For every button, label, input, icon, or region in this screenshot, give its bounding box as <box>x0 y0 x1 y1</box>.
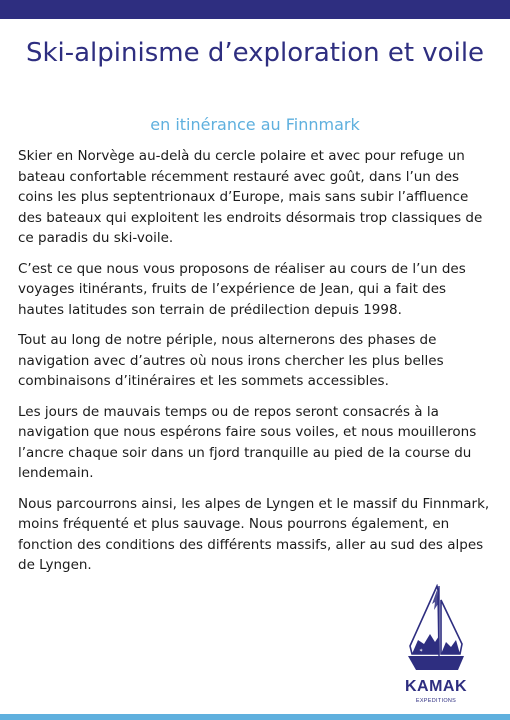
logo-tagline: EXPEDITIONS <box>415 698 457 704</box>
paragraph-3: Tout au long de notre périple, nous alternerons des phases de navigation avec d’autres où nous irons chercher les plus belles combinaisons d’itinéraires et les sommets accessibles. <box>18 332 444 389</box>
svg-text:✶: ✶ <box>419 648 424 654</box>
paragraph-5: Nous parcourrons ainsi, les alpes de Lyngen et le massif du Finnmark, moins fréquenté et plus sauvage. Nous pourrons également, en fonction des conditions des différents massifs, aller au sud des alpes de Lyngen. <box>18 495 490 573</box>
page-subtitle: en itinérance au Finnmark <box>150 115 360 134</box>
logo-brand-name: KAMAK <box>404 678 468 695</box>
body-text <box>18 146 494 586</box>
top-header-bar <box>0 0 510 19</box>
sailboat-mountain-icon <box>404 584 468 676</box>
page-title: Ski-alpinisme d’exploration et voile <box>25 38 485 68</box>
paragraph-4: Les jours de mauvais temps ou de repos seront consacrés à la navigation que nous espérons faire sous voiles, et nous mouillerons l’ancre chaque soir dans un fjord tranquille au pied de la course du lendemain. <box>18 403 477 481</box>
bottom-footer-bar <box>0 714 510 720</box>
kamak-logo <box>404 584 468 709</box>
paragraph-1: Skier en Norvège au-delà du cercle polaire et avec pour refuge un bateau confortable récemment restauré avec goût, dans l’un des coins les plus septentrionaux d’Europe, mais sans subir l’affluence des bateaux qui exploitent les endroits désormais trop classiques de ce paradis du ski-voile. <box>18 148 483 246</box>
paragraph-2: C’est ce que nous vous proposons de réaliser au cours de l’un des voyages itinérants, fruits de l’expérience de Jean, qui a fait des hautes latitudes son terrain de prédilection depuis 1998. <box>18 260 466 318</box>
